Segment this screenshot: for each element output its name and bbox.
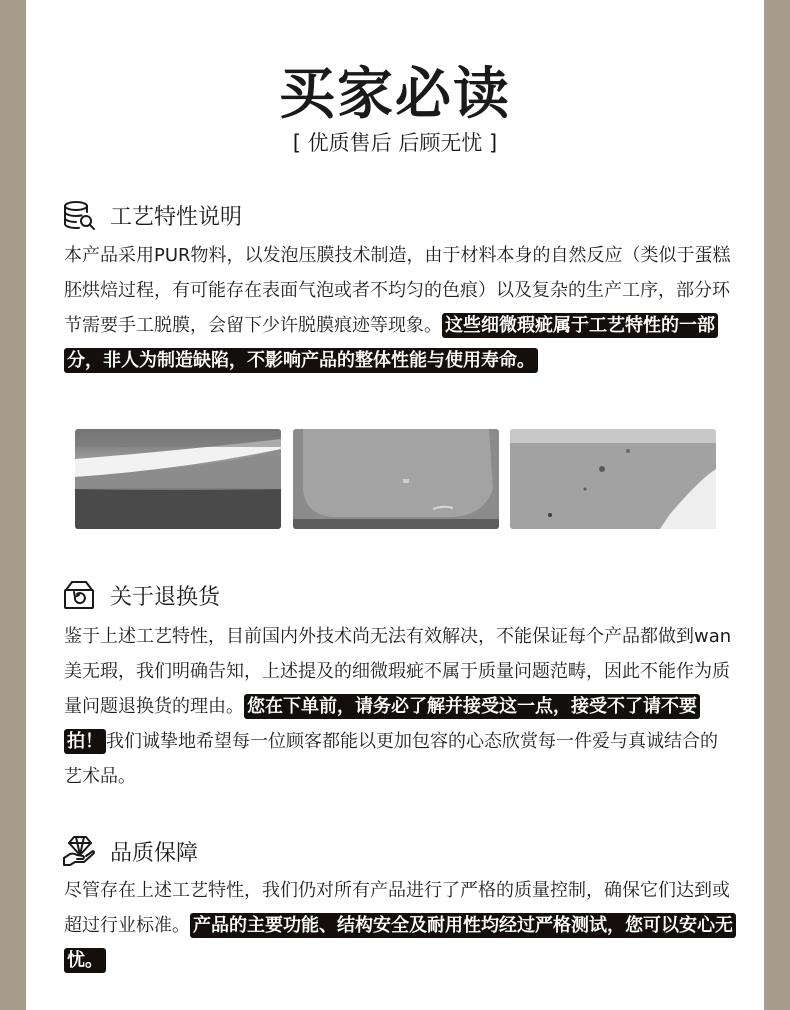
- defect-photo-bubbles: [510, 429, 716, 529]
- section-body-craft: [64, 238, 734, 378]
- body-text: 本产品采用PUR物料，以发泡压膜技术制造，由于材料本身的自然反应（类似于蛋糕胚烘焙过程，有可能存在表面气泡或者不均匀的色痕）以及复杂的生产工序，部分环节需要手工脱膜，会留下少许脱膜痕迹等现象。: [64, 245, 731, 336]
- body-text: 鉴于上述工艺特性，目前国内外技术尚无法有效解决，不能保证每个产品都做到wan美无瑕，我们明确告知，上述提及的细微瑕疵不属于质量问题范畴，因此不能作为质量问题退换货的理由。: [64, 626, 732, 717]
- section-title: 品质保障: [110, 840, 199, 866]
- body-text: 尽管存在上述工艺特性，我们仍对所有产品进行了严格的质量控制，确保它们达到或超过行业标准。: [64, 880, 730, 936]
- defect-photo-surface: [293, 429, 499, 529]
- database-search-icon: [62, 198, 96, 232]
- page-subtitle: [ 优质售后 后顾无忧 ]: [292, 131, 498, 155]
- highlight-text: 产品的主要功能、结构安全及耐用性均经过严格测试，您可以安心无忧。: [64, 913, 736, 973]
- page-title: 买家必读: [279, 62, 511, 127]
- defect-photo-edge: [75, 429, 281, 529]
- highlight-text: 这些细微瑕疵属于工艺特性的一部分，非人为制造缺陷，不影响产品的整体性能与使用寿命。: [64, 313, 718, 373]
- section-header-returns: [62, 578, 220, 612]
- return-box-icon: [62, 578, 96, 612]
- highlight-text: 您在下单前，请务必了解并接受这一点，接受不了请不要拍！: [64, 694, 700, 754]
- notice-sheet: [26, 0, 764, 1010]
- hand-diamond-icon: [62, 834, 96, 868]
- section-body-quality: [64, 873, 734, 978]
- section-body-returns: [64, 619, 734, 794]
- section-header-quality: [62, 834, 198, 868]
- section-title: 关于退换货: [110, 584, 221, 610]
- defect-photo-row: [75, 429, 716, 529]
- section-title: 工艺特性说明: [110, 204, 243, 230]
- section-header-craft: [62, 198, 242, 232]
- body-text-after: 我们诚挚地希望每一位顾客都能以更加包容的心态欣赏每一件爱与真诚结合的艺术品。: [64, 731, 718, 787]
